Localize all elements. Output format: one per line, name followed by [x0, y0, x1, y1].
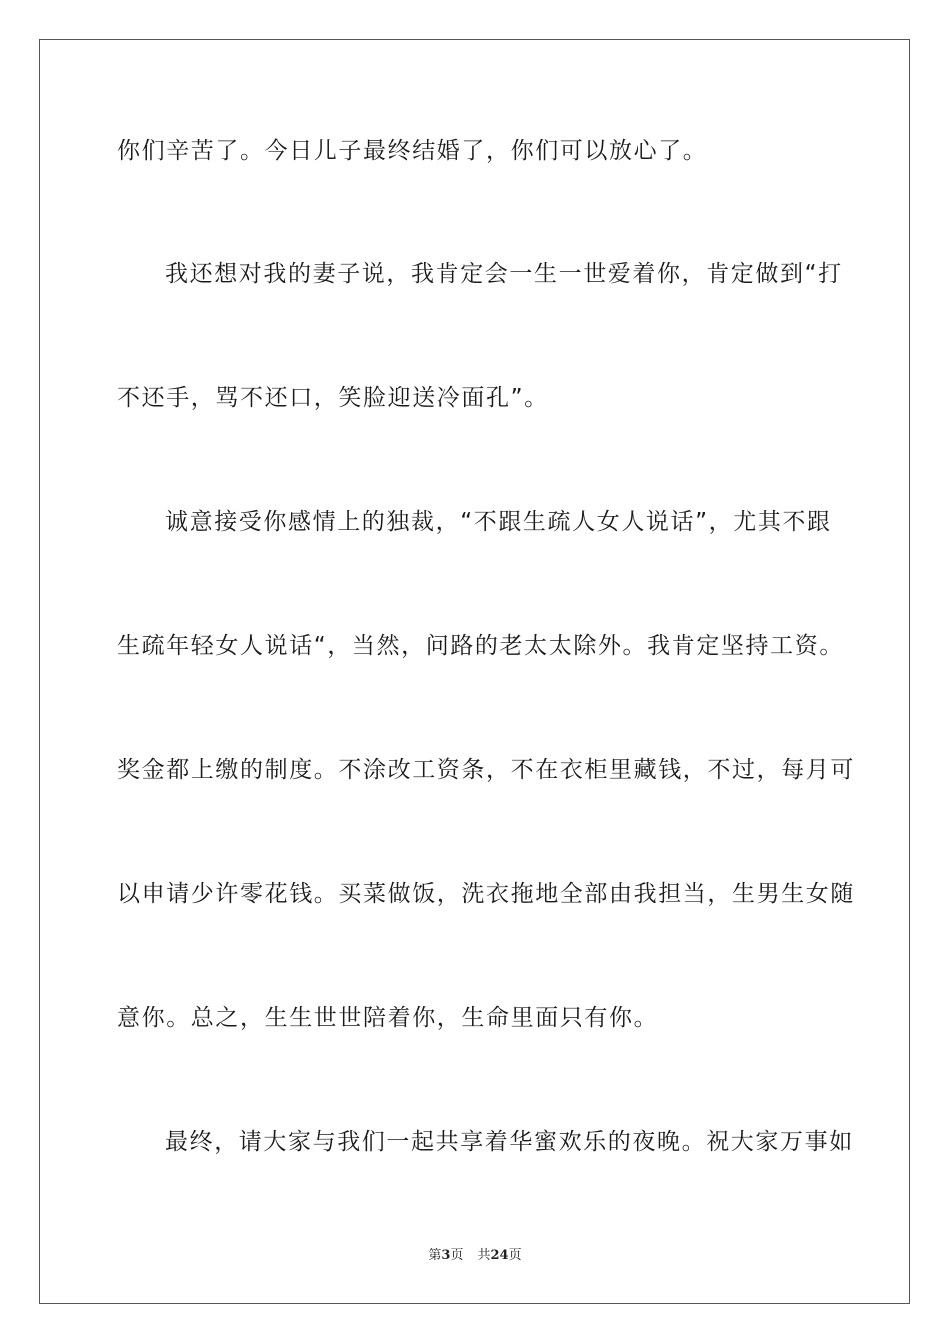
body-line-3: 不还手，骂不还口，笑脸迎送冷面孔”。	[117, 385, 549, 411]
body-line-5: 生疏年轻女人说话“，当然，问路的老太太除外。我肯定坚持工资。	[117, 633, 844, 659]
body-line-9: 最终，请大家与我们一起共享着华蜜欢乐的夜晚。祝大家万事如	[165, 1129, 854, 1155]
page-number: 3	[441, 1248, 451, 1263]
page-border	[39, 39, 910, 1304]
body-line-1: 你们辛苦了。今日儿子最终结婚了，你们可以放心了。	[117, 138, 708, 164]
total-suffix: 页	[508, 1248, 522, 1263]
body-line-4: 诚意接受你感情上的独裁，“不跟生疏人女人说话”，尤其不跟	[165, 509, 832, 535]
body-line-2: 我还想对我的妻子说，我肯定会一生一世爱着你，肯定做到“打	[165, 261, 843, 287]
page-suffix: 页	[450, 1248, 464, 1263]
page-footer	[0, 1247, 950, 1265]
page-prefix: 第	[428, 1248, 442, 1263]
body-line-8: 意你。总之，生生世世陪着你，生命里面只有你。	[117, 1005, 659, 1031]
total-prefix: 共	[477, 1248, 491, 1263]
body-line-6: 奖金都上缴的制度。不涂改工资条，不在衣柜里藏钱，不过，每月可	[117, 757, 855, 783]
total-pages: 24	[490, 1248, 509, 1263]
body-line-7: 以申请少许零花钱。买菜做饭，洗衣拖地全部由我担当，生男生女随	[117, 881, 855, 907]
